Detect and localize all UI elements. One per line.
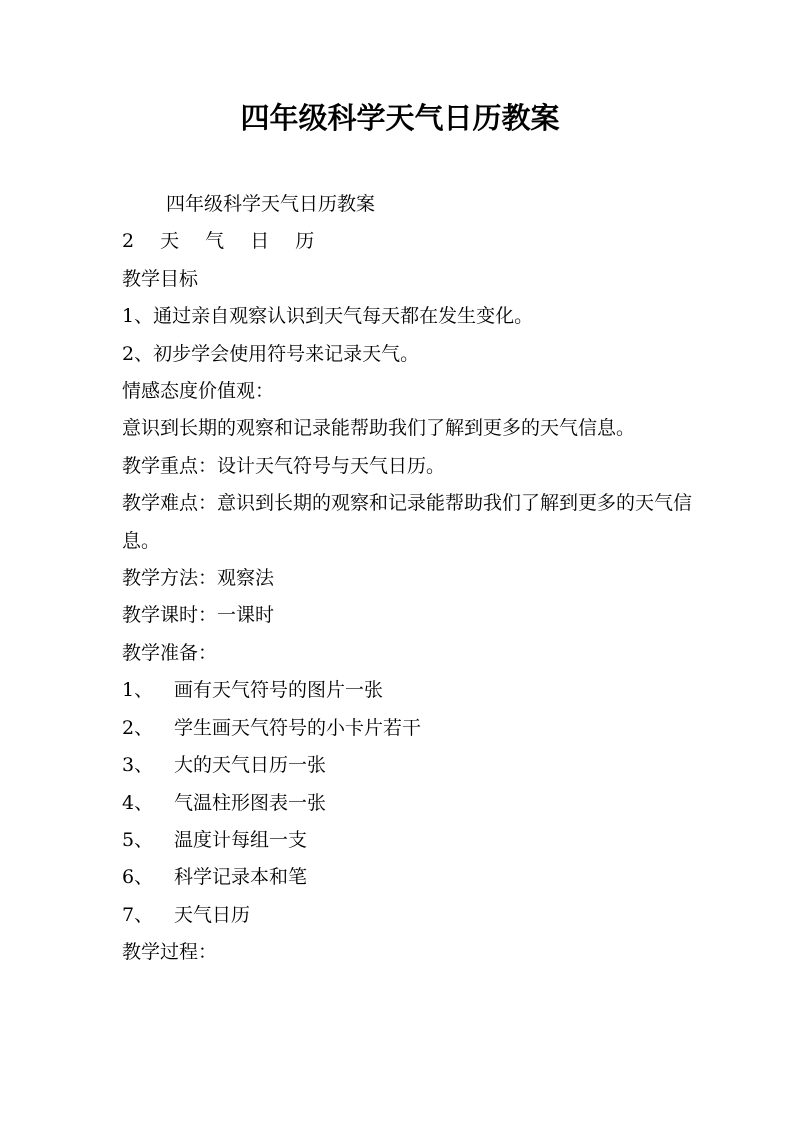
prep-item-number: 4、: [122, 791, 154, 814]
prep-item-number: 3、: [122, 754, 154, 777]
prep-heading: 教学准备：: [122, 641, 218, 664]
values-heading: 情感态度价值观：: [122, 380, 275, 403]
prep-item: [122, 747, 692, 784]
document-title: 四年级科学天气日历教案: [240, 101, 560, 135]
prep-item-number: 2、: [122, 716, 154, 739]
prep-item: [122, 859, 692, 896]
prep-item: [122, 822, 692, 859]
teaching-method: 教学方法：观察法: [122, 567, 275, 590]
prep-item: [122, 672, 692, 709]
prep-item-text: 气温柱形图表一张: [174, 791, 327, 814]
prep-item: [122, 897, 692, 934]
difficult-point: 教学难点：意识到长期的观察和记录能帮助我们了解到更多的天气信息。: [122, 492, 693, 552]
prep-item: [122, 710, 692, 747]
objectives-heading: 教学目标: [122, 267, 199, 290]
key-point: 教学重点：设计天气符号与天气日历。: [122, 454, 446, 477]
objective-2: 2、初步学会使用符号来记录天气。: [122, 342, 420, 365]
prep-item-text: 温度计每组一支: [174, 828, 308, 851]
prep-item: [122, 785, 692, 822]
prep-item-number: 1、: [122, 679, 154, 702]
prep-item-number: 5、: [122, 828, 154, 851]
subtitle-paragraph: 四年级科学天气日历教案: [166, 193, 376, 215]
teaching-periods: 教学课时：一课时: [122, 604, 275, 627]
prep-item-text: 画有天气符号的图片一张: [174, 679, 384, 702]
lesson-heading: 2 天 气 日 历: [122, 230, 325, 253]
prep-item-text: 天气日历: [174, 903, 251, 926]
prep-item-text: 科学记录本和笔: [174, 866, 308, 889]
prep-item-text: 大的天气日历一张: [174, 754, 327, 777]
prep-item-number: 6、: [122, 866, 154, 889]
document-body: [122, 186, 692, 972]
prep-item-text: 学生画天气符号的小卡片若干: [174, 716, 422, 739]
prep-item-number: 7、: [122, 903, 154, 926]
process-heading: 教学过程：: [122, 941, 218, 964]
objective-1: 1、通过亲自观察认识到天气每天都在发生变化。: [122, 305, 534, 328]
values-text: 意识到长期的观察和记录能帮助我们了解到更多的天气信息。: [122, 417, 636, 440]
